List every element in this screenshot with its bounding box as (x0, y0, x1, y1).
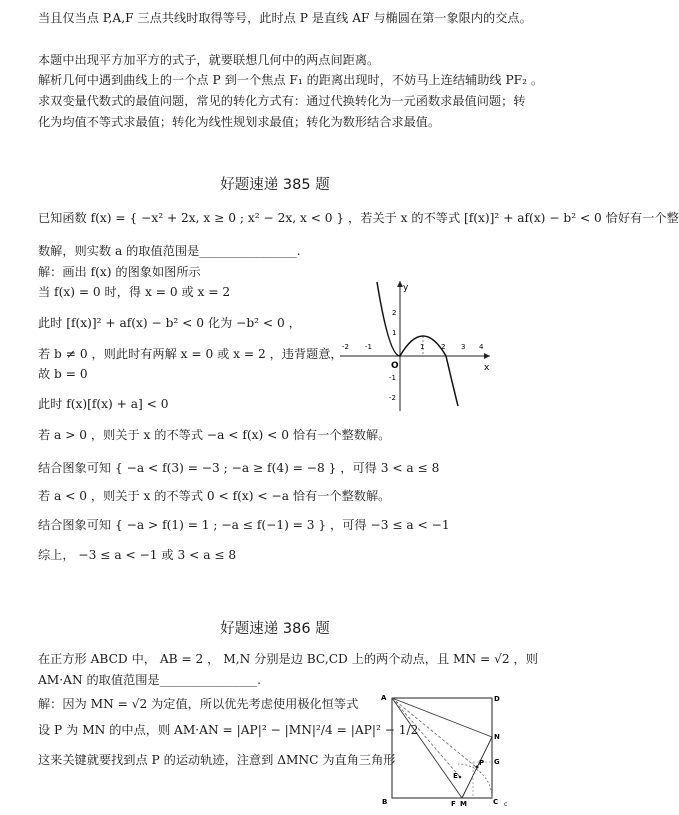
problem-386-title: 好题速递 386 题 (220, 621, 330, 637)
p386-square-figure (380, 692, 515, 810)
graph-tick-x-2: 2 (441, 343, 446, 351)
p386-question-line-1: 在正方形 ABCD 中， AB = 2 ， M,N 分别是边 BC,CD 上的两个动点，且 MN = √2 ，则 (38, 652, 538, 666)
graph-tick-y-1: 1 (392, 329, 397, 337)
graph-tick-x-4: 4 (479, 343, 484, 351)
graph-tick-x-m2: -2 (342, 343, 349, 351)
graph-origin-label: O (391, 361, 399, 371)
p385-function-graph (335, 276, 495, 416)
p385-solution-line-1: 解：画出 f(x) 的图象如图所示 (38, 265, 201, 279)
p386-solution-line-1: 解：因为 MN = √2 为定值，所以优先考虑使用极化恒等式 (38, 697, 359, 711)
p386-question-line-2: AM·AN 的取值范围是________________. (38, 673, 261, 687)
graph-x-label: x (484, 363, 490, 373)
intro-line-2: 本题中出现平方加平方的式子，就要联想几何中的两点间距离。 (38, 53, 380, 67)
label-D: D (494, 695, 500, 703)
intro-line-5: 化为均值不等式求最值；转化为线性规划求最值；转化为数形结合求最值。 (38, 115, 441, 129)
p385-solution-line-3: 此时 [f(x)]² + af(x) − b² < 0 化为 −b² < 0 ， (38, 316, 301, 330)
label-P: P (479, 759, 485, 767)
intro-line-3: 解析几何中遇到曲线上的一个点 P 到一个焦点 F₁ 的距离出现时，不妨马上连结辅助线 PF₂ 。 (38, 73, 544, 87)
label-N: N (494, 733, 500, 741)
p385-solution-line-5: 故 b = 0 (38, 367, 88, 381)
label-G: G (494, 758, 500, 766)
p385-solution-line-2: 当 f(x) = 0 时，得 x = 0 或 x = 2 (38, 285, 231, 299)
p385-solution-line-10: 结合图象可知 { −a > f(1) = 1 ; −a ≤ f(−1) = 3 } ，可得 −3 ≤ a < −1 (38, 518, 450, 532)
graph-tick-x-3: 3 (461, 343, 466, 351)
graph-tick-x-m1: -1 (365, 343, 372, 351)
p386-solution-line-3: 这来关键就要找到点 P 的运动轨迹，注意到 ΔMNC 为直角三角形 (38, 753, 396, 767)
p385-solution-line-11: 综上， −3 ≤ a < −1 或 3 < a ≤ 8 (38, 548, 237, 562)
label-M: M (460, 800, 467, 808)
p386-solution-line-2: 设 P 为 MN 的中点，则 AM·AN = |AP|² − |MN|²/4 = |AP|² − 1/2 (38, 723, 419, 737)
intro-line-1: 当且仅当点 P,A,F 三点共线时取得等号，此时点 P 是直线 AF 与椭圆在第一象限内的交点。 (38, 11, 532, 25)
graph-tick-y-m1: -1 (389, 374, 396, 382)
label-A: A (381, 694, 387, 702)
intro-line-4: 求双变量代数式的最值问题，常见的转化方式有：通过代换转化为一元函数求最值问题；转 (38, 94, 526, 108)
p385-solution-line-6: 此时 f(x)[f(x) + a] < 0 (38, 397, 169, 411)
label-E: E (453, 772, 458, 780)
label-F: F (451, 800, 456, 808)
p385-solution-line-4: 若 b ≠ 0 ，则此时有两解 x = 0 或 x = 2 ，违背题意， (38, 347, 343, 361)
graph-tick-y-2: 2 (392, 309, 397, 317)
problem-385-title: 好题速递 385 题 (220, 177, 330, 193)
graph-y-label: y (403, 283, 409, 293)
p385-solution-line-7: 若 a > 0 ，则关于 x 的不等式 −a < f(x) < 0 恰有一个整数解。 (38, 428, 391, 442)
p385-question-line-1: 已知函数 f(x) = { −x² + 2x, x ≥ 0 ; x² − 2x, x < 0 } ，若关于 x 的不等式 [f(x)]² + af(x) − b² < 0 恰好有一个整 (38, 211, 679, 225)
label-c: c (504, 801, 508, 808)
p385-solution-line-9: 若 a < 0 ，则关于 x 的不等式 0 < f(x) < −a 恰有一个整数解。 (38, 489, 391, 503)
p385-question-line-2: 数解，则实数 a 的取值范围是________________. (38, 244, 301, 258)
graph-tick-x-1: 1 (420, 343, 425, 351)
p385-solution-line-8: 结合图象可知 { −a < f(3) = −3 ; −a ≥ f(4) = −8 } ，可得 3 < a ≤ 8 (38, 461, 440, 475)
label-C: C (493, 798, 499, 806)
label-B: B (382, 798, 388, 806)
graph-tick-y-m2: -2 (389, 394, 396, 402)
